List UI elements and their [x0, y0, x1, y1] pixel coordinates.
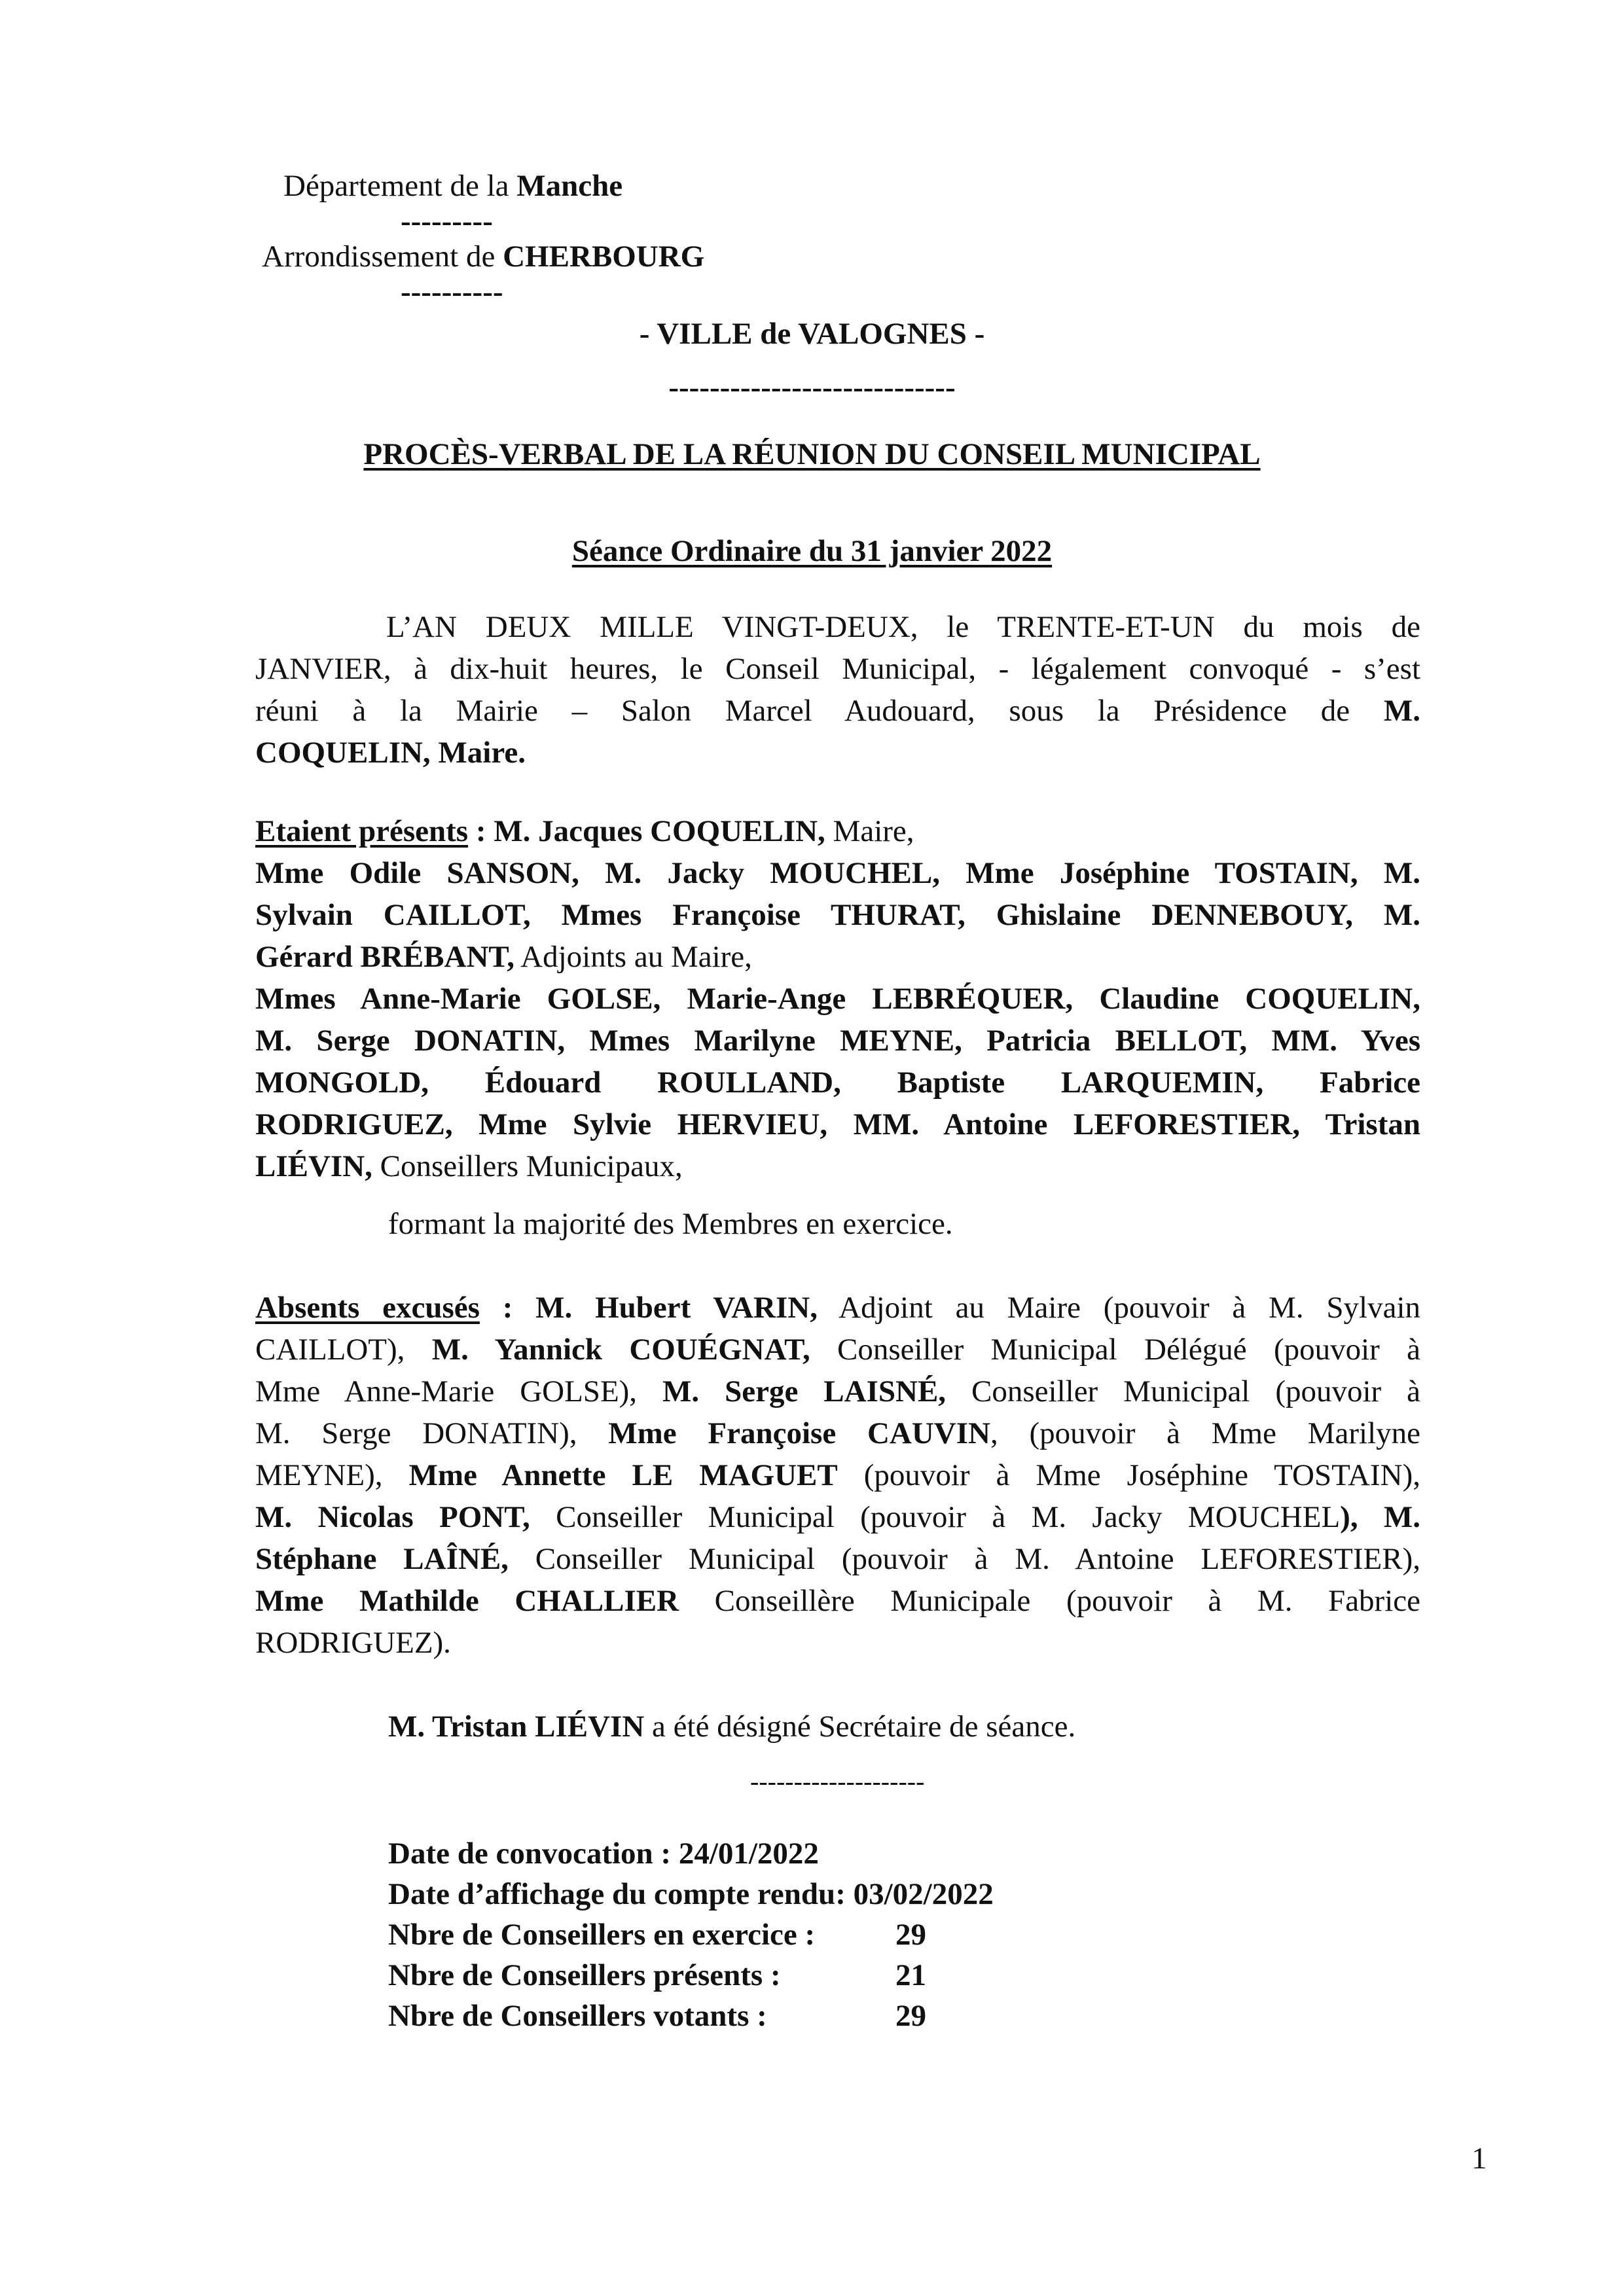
absents-line-2b: M. Yannick COUÉGNAT, [431, 1333, 810, 1367]
separator-2: ---------- [401, 275, 503, 309]
absents-line-5b: Mme Annette LE MAGUET [408, 1458, 838, 1492]
absents-line-2 [255, 1329, 1420, 1371]
page-title-text: PROCÈS-VERBAL DE LA RÉUNION DU CONSEIL MUNICIPAL [363, 437, 1261, 471]
intro-line-2: JANVIER, à dix-huit heures, le Conseil Municipal, - légalement convoqué - s’est [255, 652, 1420, 686]
stat-votants-value: 29 [895, 1999, 926, 2033]
absents-line-4 [255, 1412, 1420, 1454]
presents-line-8: RODRIGUEZ, Mme Sylvie HERVIEU, MM. Antoine LEFORESTIER, Tristan [255, 1107, 1420, 1141]
absents-line-9: RODRIGUEZ). [255, 1626, 451, 1660]
date-convocation: Date de convocation : 24/01/2022 [388, 1837, 819, 1871]
presents-mayor-role: Maire, [825, 814, 914, 848]
separator-1: --------- [401, 204, 493, 238]
intro-paragraph [255, 606, 1420, 774]
presents-line-1 [255, 810, 1420, 852]
stat-presents-value: 21 [895, 1958, 926, 1992]
presents-line-3: Sylvain CAILLOT, Mmes Françoise THURAT, Ghislaine DENNEBOUY, M. [255, 898, 1420, 932]
absents-line-2t2: Conseiller Municipal Délégué (pouvoir à [810, 1333, 1421, 1367]
intro-line-3a: réuni à la Mairie – Salon Marcel Audouard, sous la Présidence de [255, 694, 1350, 728]
absents-line-3t2: Conseiller Municipal (pouvoir à [946, 1374, 1421, 1408]
stat-votants-label: Nbre de Conseillers votants : [388, 1999, 767, 2033]
presents-line-2: Mme Odile SANSON, M. Jacky MOUCHEL, Mme Joséphine TOSTAIN, M. [255, 856, 1420, 890]
absents-line-1t: Adjoint au Maire (pouvoir à M. Sylvain [817, 1291, 1421, 1325]
intro-line-3 [255, 690, 1420, 732]
absents-line-3b: M. Serge LAISNÉ, [662, 1374, 947, 1408]
absents-line-6b1: M. Nicolas PONT, [255, 1500, 530, 1534]
absents-line-8b: Mme Mathilde CHALLIER [255, 1584, 679, 1618]
presents-line-4b: Gérard BRÉBANT, [255, 940, 515, 974]
absents-line-3 [255, 1371, 1420, 1412]
presents-mayor: M. Jacques COQUELIN, [494, 814, 825, 848]
absents-line-1b: M. Hubert VARIN, [535, 1291, 818, 1325]
absents-line-6 [255, 1496, 1420, 1538]
absents-line-4b: Mme Françoise CAUVIN [608, 1416, 990, 1450]
presents-line-7: MONGOLD, Édouard ROULLAND, Baptiste LARQUEMIN, Fabrice [255, 1066, 1420, 1100]
intro-line-4-text: COQUELIN, Maire. [255, 736, 526, 770]
ville-title: - VILLE de VALOGNES - [639, 317, 985, 351]
presents-colon: : [468, 814, 494, 848]
absents-line-3t1: Mme Anne-Marie GOLSE), [255, 1374, 663, 1408]
absents-line-4t1: M. Serge DONATIN), [255, 1416, 609, 1450]
absents-label: Absents excusés [255, 1291, 480, 1325]
page-number: 1 [1471, 2142, 1487, 2176]
presents-paragraph [255, 810, 1420, 1187]
departement-prefix: Département de la [283, 169, 509, 203]
absents-paragraph [255, 1287, 1420, 1664]
absents-line-2t1: CAILLOT), [255, 1333, 432, 1367]
seance-title-text: Séance Ordinaire du 31 janvier 2022 [571, 534, 1053, 568]
seance-title [0, 530, 1624, 572]
arrondissement-prefix: Arrondissement de [262, 240, 496, 274]
departement-name: Manche [516, 169, 623, 203]
absents-line-5t1: MEYNE), [255, 1458, 409, 1492]
absents-line-8t: Conseillère Municipale (pouvoir à M. Fabrice [679, 1584, 1420, 1618]
intro-line-3b: M. [1383, 694, 1421, 728]
separator-3: ---------------------------- [668, 370, 956, 404]
absents-line-7 [255, 1538, 1420, 1580]
intro-line-4 [255, 732, 1420, 774]
stat-exercice-value: 29 [895, 1918, 926, 1952]
presents-line-4 [255, 936, 1420, 978]
absents-line-1 [255, 1287, 1420, 1329]
presents-line-4t: Adjoints au Maire, [514, 940, 752, 974]
absents-line-8 [255, 1580, 1420, 1622]
presents-line-9b: LIÉVIN, [255, 1149, 372, 1183]
presents-line-9 [255, 1145, 1420, 1187]
intro-line-1: L’AN DEUX MILLE VINGT-DEUX, le TRENTE-ET-UN du mois de [386, 610, 1420, 644]
absents-line-7b: Stéphane LAÎNÉ, [255, 1542, 509, 1576]
date-affichage: Date d’affichage du compte rendu: 03/02/2022 [388, 1877, 994, 1911]
absents-line-6t: Conseiller Municipal (pouvoir à M. Jacky MOUCHEL [530, 1500, 1341, 1534]
page-title [0, 433, 1624, 475]
stat-exercice-label: Nbre de Conseillers en exercice : [388, 1918, 816, 1952]
presents-line-5: Mmes Anne-Marie GOLSE, Marie-Ange LEBRÉQUER, Claudine COQUELIN, [255, 982, 1420, 1016]
absents-line-6b2: ), M. [1340, 1500, 1421, 1534]
absents-line-4t2: , (pouvoir à Mme Marilyne [990, 1416, 1420, 1450]
secretaire-line [388, 1706, 1075, 1748]
absents-colon: : [479, 1291, 536, 1325]
arrondissement-name: CHERBOURG [503, 240, 705, 274]
absents-line-5t2: (pouvoir à Mme Joséphine TOSTAIN), [837, 1458, 1420, 1492]
absents-line-7t: Conseiller Municipal (pouvoir à M. Antoine LEFORESTIER), [508, 1542, 1420, 1576]
presents-label: Etaient présents [255, 814, 469, 848]
presents-line-9t: Conseillers Municipaux, [372, 1149, 683, 1183]
separator-4: -------------------- [750, 1767, 925, 1796]
majorite-line: formant la majorité des Membres en exercice. [388, 1207, 953, 1241]
stat-presents-label: Nbre de Conseillers présents : [388, 1958, 781, 1992]
presents-line-6: M. Serge DONATIN, Mmes Marilyne MEYNE, Patricia BELLOT, MM. Yves [255, 1024, 1420, 1058]
secretaire-name: M. Tristan LIÉVIN [388, 1710, 645, 1744]
secretaire-text: a été désigné Secrétaire de séance. [644, 1710, 1076, 1744]
absents-line-5 [255, 1454, 1420, 1496]
